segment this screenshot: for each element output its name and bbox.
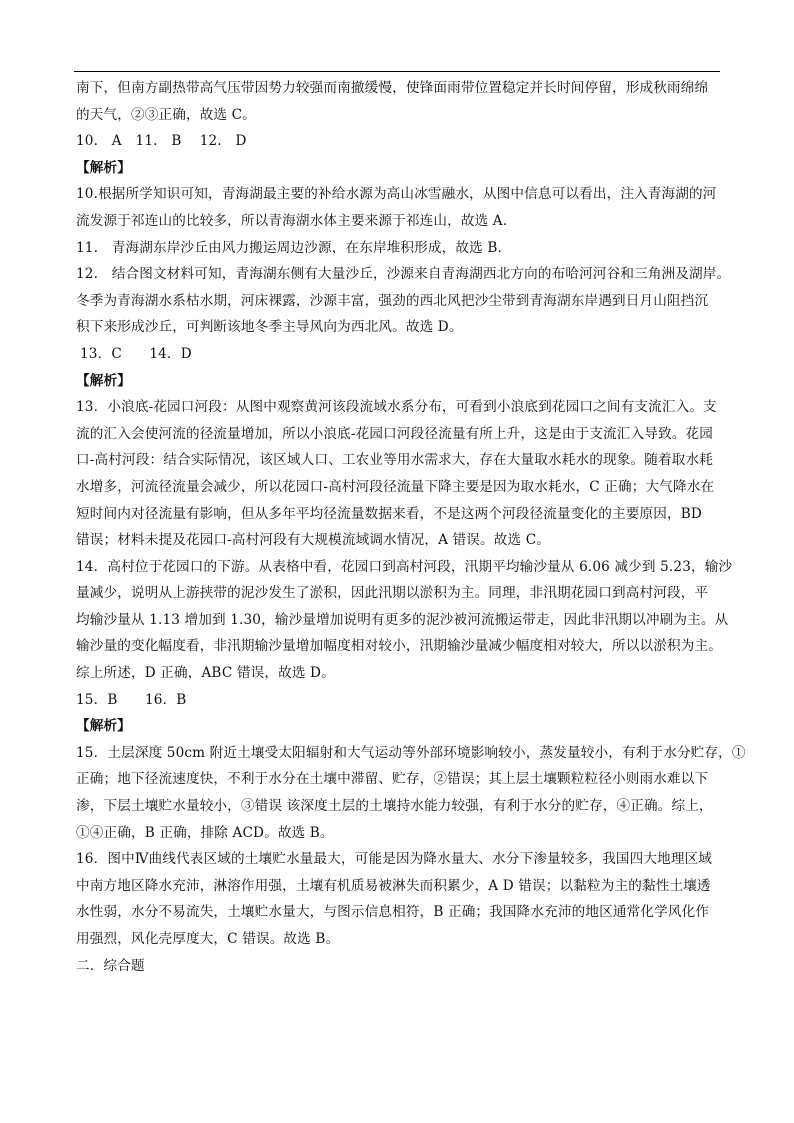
text-line: 10.根据所学知识可知，青海湖最主要的补给水源为高山冰雪融水，从图中信息可以看出，注入青海湖的河 xyxy=(76,186,717,203)
text-line: 流发源于祁连山的比较多，所以青海湖水体主要来源于祁连山，故选 A. xyxy=(76,212,508,229)
text-line: 积下来形成沙丘，可判断该地冬季主导风向为西北风。故选 D。 xyxy=(76,319,463,336)
text-line: 均输沙量从 1.13 增加到 1.30，输沙量增加说明有更多的泥沙被河流搬运带走，因此非汛期以冲刷为主。从 xyxy=(76,611,729,628)
text-line: 水增多，河流径流量会减少，所以花园口-高村河段径流量下降主要是因为取水耗水，C 正确；大气降水在 xyxy=(76,478,715,495)
text-line: 正确；地下径流速度快，不利于水分在土壤中滞留、贮存，②错误；其上层土壤颗粒粒径小则雨水难以下 xyxy=(76,771,709,788)
text-line: 错误；材料未提及花园口-高村河段有大规模流域调水情况，A 错误。故选 C。 xyxy=(76,532,551,549)
text-line: 16．图中Ⅳ曲线代表区域的土壤贮水量最大，可能是因为降水量大、水分下渗量较多，我国四大地理区域 xyxy=(76,851,713,868)
text-line: 综上所述，D 正确，ABC 错误，故选 D。 xyxy=(76,665,335,682)
text-line: 冬季为青海湖水系枯水期，河床裸露，沙源丰富，强劲的西北风把沙尘带到青海湖东岸遇到日月山阻挡沉 xyxy=(76,292,709,309)
text-line: 14．高村位于花园口的下游。从表格中看，花园口到高村河段，汛期平均输沙量从 6.06 减少到 5.23，输沙 xyxy=(76,558,733,575)
section-heading: 【解析】 xyxy=(76,159,131,176)
text-line: 水性弱，水分不易流失，土壤贮水量大，与图示信息相符，B 正确；我国降水充沛的地区通常化学风化作 xyxy=(76,904,710,921)
section-heading: 【解析】 xyxy=(76,718,131,735)
answer-line: 10. A 11. B 12. D xyxy=(76,133,247,150)
text-line: 中南方地区降水充沛，淋溶作用强，土壤有机质易被淋失而积累少，A D 错误；以黏粒为主的黏性土壤透 xyxy=(76,877,711,894)
page-content xyxy=(76,75,748,979)
text-line: 13．小浪底-花园口河段：从图中观察黄河该段流域水系分布，可看到小浪底到花园口之间有支流汇入。支 xyxy=(76,399,717,416)
section-heading: 【解析】 xyxy=(76,372,131,389)
text-line: 短时间内对径流量有影响，但从多年平均径流量数据来看，不是这两个河段径流量变化的主要原因，BD xyxy=(76,505,702,522)
text-line: 15．土层深度 50cm 附近土壤受太阳辐射和大气运动等外部环境影响较小，蒸发量较小，有利于水分贮存，① xyxy=(76,744,746,761)
header-rule xyxy=(74,71,720,72)
text-line: ①④正确，B 正确，排除 ACD。故选 B。 xyxy=(76,824,334,841)
text-line: 11. 青海湖东岸沙丘由风力搬运周边沙源，在东岸堆积形成，故选 B. xyxy=(76,239,502,256)
text-line: 南下，但南方副热带高气压带因势力较强而南撤缓慢，使锋面雨带位置稳定并长时间停留，形成秋雨绵绵 xyxy=(76,80,709,96)
answer-line: 15．B 16．B xyxy=(76,691,187,708)
answer-line: 13．C 14．D xyxy=(80,345,192,362)
text-line: 输沙量的变化幅度看，非汛期输沙量增加幅度相对较小，汛期输沙量减少幅度相对较大，所以以淤积为主。 xyxy=(76,638,722,655)
text-line: 流的汇入会使河流的径流量增加，所以小浪底-花园口河段径流量有所上升，这是由于支流汇入导致。花园 xyxy=(76,425,713,442)
text-line: 量减少，说明从上游挟带的泥沙发生了淤积，因此汛期以淤积为主。同理，非汛期花园口到高村河段，平 xyxy=(76,585,709,602)
text-line: 用强烈，风化壳厚度大，C 错误。故选 B。 xyxy=(76,931,340,947)
text-line: 渗，下层土壤贮水量较小，③错误 该深度土层的土壤持水能力较强，有利于水分的贮存，④正确。综上， xyxy=(76,798,713,815)
section-heading: 二．综合题 xyxy=(76,957,145,974)
text-line: 12. 结合图文材料可知，青海湖东侧有大量沙丘，沙源来自青海湖西北方向的布哈河河谷和三角洲及湖岸。 xyxy=(76,266,731,283)
text-line: 口-高村河段：结合实际情况，该区域人口、工农业等用水需求大，存在大量取水耗水的现象。随着取水耗 xyxy=(76,452,713,469)
text-line: 的天气，②③正确，故选 C。 xyxy=(76,106,256,123)
